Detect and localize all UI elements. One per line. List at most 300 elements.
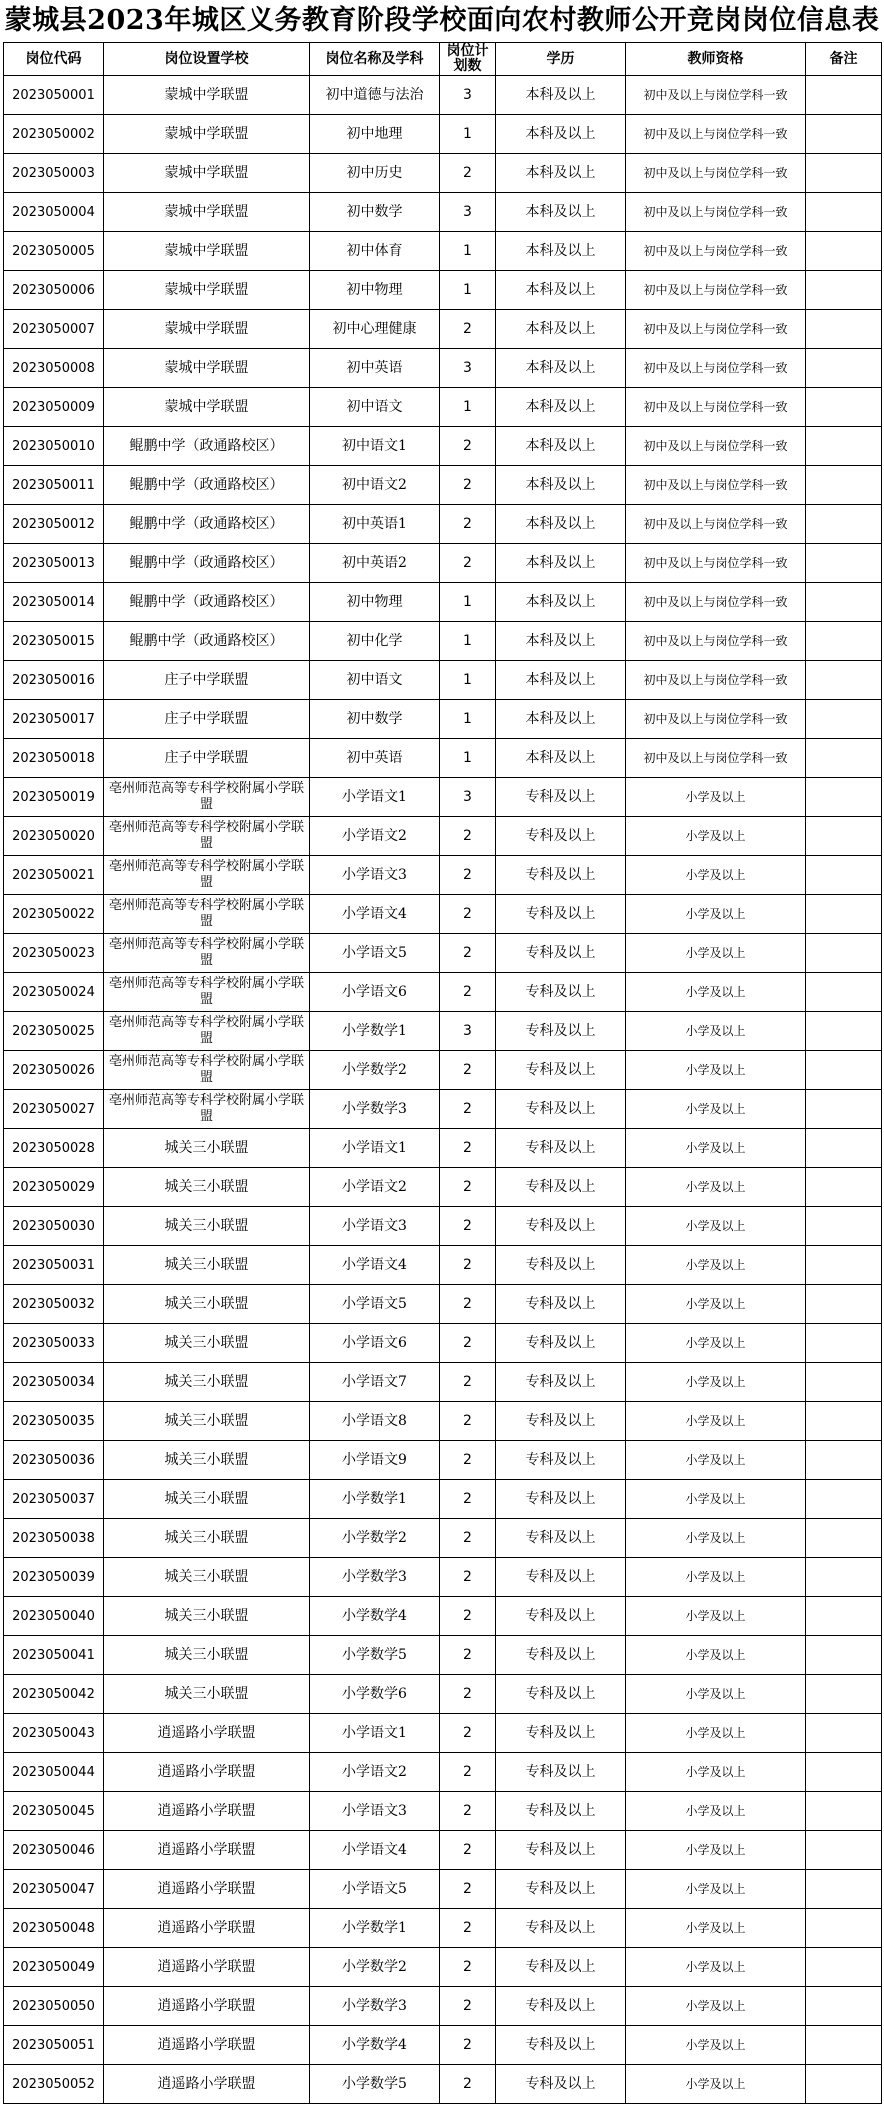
cell-education: 专科及以上 bbox=[496, 1909, 626, 1948]
cell-school: 蒙城中学联盟 bbox=[104, 154, 310, 193]
cell-code: 2023050005 bbox=[4, 232, 104, 271]
table-row bbox=[4, 1363, 882, 1402]
cell-quota: 2 bbox=[440, 1597, 496, 1636]
cell-quota: 1 bbox=[440, 622, 496, 661]
cell-position: 小学数学1 bbox=[310, 1909, 440, 1948]
cell-code: 2023050017 bbox=[4, 700, 104, 739]
cell-position: 小学语文6 bbox=[310, 973, 440, 1012]
cell-qualification: 初中及以上与岗位学科一致 bbox=[626, 115, 806, 154]
cell-quota: 2 bbox=[440, 466, 496, 505]
cell-remarks bbox=[806, 1207, 882, 1246]
cell-code: 2023050019 bbox=[4, 778, 104, 817]
cell-education: 本科及以上 bbox=[496, 115, 626, 154]
cell-school: 逍遥路小学联盟 bbox=[104, 1831, 310, 1870]
cell-school: 亳州师范高等专科学校附属小学联盟 bbox=[104, 856, 310, 895]
cell-remarks bbox=[806, 661, 882, 700]
cell-qualification: 小学及以上 bbox=[626, 1012, 806, 1051]
cell-qualification: 小学及以上 bbox=[626, 1402, 806, 1441]
cell-qualification: 小学及以上 bbox=[626, 1909, 806, 1948]
cell-quota: 3 bbox=[440, 778, 496, 817]
cell-school: 亳州师范高等专科学校附属小学联盟 bbox=[104, 895, 310, 934]
cell-code: 2023050029 bbox=[4, 1168, 104, 1207]
table-row bbox=[4, 700, 882, 739]
cell-school: 庄子中学联盟 bbox=[104, 661, 310, 700]
cell-position: 小学数学5 bbox=[310, 1636, 440, 1675]
cell-remarks bbox=[806, 1441, 882, 1480]
table-row bbox=[4, 895, 882, 934]
cell-code: 2023050022 bbox=[4, 895, 104, 934]
cell-qualification: 小学及以上 bbox=[626, 1480, 806, 1519]
cell-education: 专科及以上 bbox=[496, 895, 626, 934]
cell-education: 专科及以上 bbox=[496, 1246, 626, 1285]
cell-school: 亳州师范高等专科学校附属小学联盟 bbox=[104, 1012, 310, 1051]
table-row bbox=[4, 622, 882, 661]
cell-remarks bbox=[806, 1051, 882, 1090]
cell-education: 专科及以上 bbox=[496, 1987, 626, 2026]
cell-education: 专科及以上 bbox=[496, 1870, 626, 1909]
cell-code: 2023050024 bbox=[4, 973, 104, 1012]
cell-remarks bbox=[806, 622, 882, 661]
table-row bbox=[4, 1753, 882, 1792]
cell-qualification: 小学及以上 bbox=[626, 1870, 806, 1909]
cell-education: 专科及以上 bbox=[496, 934, 626, 973]
table-row bbox=[4, 1402, 882, 1441]
cell-quota: 2 bbox=[440, 1363, 496, 1402]
cell-quota: 2 bbox=[440, 1792, 496, 1831]
table-row bbox=[4, 193, 882, 232]
cell-code: 2023050008 bbox=[4, 349, 104, 388]
table-row bbox=[4, 1948, 882, 1987]
cell-qualification: 小学及以上 bbox=[626, 895, 806, 934]
cell-code: 2023050048 bbox=[4, 1909, 104, 1948]
cell-code: 2023050031 bbox=[4, 1246, 104, 1285]
table-row bbox=[4, 427, 882, 466]
cell-quota: 1 bbox=[440, 583, 496, 622]
cell-quota: 3 bbox=[440, 193, 496, 232]
cell-position: 初中英语1 bbox=[310, 505, 440, 544]
cell-position: 小学语文5 bbox=[310, 1870, 440, 1909]
cell-remarks bbox=[806, 817, 882, 856]
cell-education: 本科及以上 bbox=[496, 622, 626, 661]
cell-position: 初中物理 bbox=[310, 583, 440, 622]
cell-quota: 2 bbox=[440, 1636, 496, 1675]
table-row bbox=[4, 388, 882, 427]
cell-school: 城关三小联盟 bbox=[104, 1441, 310, 1480]
cell-code: 2023050033 bbox=[4, 1324, 104, 1363]
cell-position: 小学数学4 bbox=[310, 1597, 440, 1636]
cell-remarks bbox=[806, 388, 882, 427]
table-body bbox=[4, 76, 882, 2104]
cell-remarks bbox=[806, 115, 882, 154]
cell-education: 本科及以上 bbox=[496, 544, 626, 583]
cell-code: 2023050043 bbox=[4, 1714, 104, 1753]
cell-code: 2023050038 bbox=[4, 1519, 104, 1558]
cell-remarks bbox=[806, 856, 882, 895]
header-education: 学历 bbox=[496, 43, 626, 76]
cell-position: 小学数学3 bbox=[310, 1090, 440, 1129]
cell-qualification: 小学及以上 bbox=[626, 1285, 806, 1324]
cell-code: 2023050003 bbox=[4, 154, 104, 193]
cell-remarks bbox=[806, 1285, 882, 1324]
cell-school: 亳州师范高等专科学校附属小学联盟 bbox=[104, 973, 310, 1012]
cell-remarks bbox=[806, 1714, 882, 1753]
cell-position: 小学数学3 bbox=[310, 1558, 440, 1597]
table-row bbox=[4, 1909, 882, 1948]
cell-position: 小学数学5 bbox=[310, 2065, 440, 2104]
cell-school: 蒙城中学联盟 bbox=[104, 271, 310, 310]
cell-quota: 2 bbox=[440, 1324, 496, 1363]
cell-quota: 2 bbox=[440, 1558, 496, 1597]
table-row bbox=[4, 505, 882, 544]
cell-quota: 1 bbox=[440, 232, 496, 271]
cell-qualification: 初中及以上与岗位学科一致 bbox=[626, 349, 806, 388]
cell-remarks bbox=[806, 505, 882, 544]
cell-code: 2023050028 bbox=[4, 1129, 104, 1168]
cell-code: 2023050052 bbox=[4, 2065, 104, 2104]
cell-position: 初中历史 bbox=[310, 154, 440, 193]
cell-school: 城关三小联盟 bbox=[104, 1207, 310, 1246]
table-row bbox=[4, 778, 882, 817]
table-row bbox=[4, 1168, 882, 1207]
cell-code: 2023050013 bbox=[4, 544, 104, 583]
cell-remarks bbox=[806, 700, 882, 739]
cell-position: 小学语文1 bbox=[310, 778, 440, 817]
cell-qualification: 小学及以上 bbox=[626, 2065, 806, 2104]
table-row bbox=[4, 466, 882, 505]
cell-quota: 2 bbox=[440, 310, 496, 349]
cell-position: 小学数学4 bbox=[310, 2026, 440, 2065]
cell-quota: 2 bbox=[440, 2065, 496, 2104]
cell-position: 小学语文6 bbox=[310, 1324, 440, 1363]
cell-position: 小学语文5 bbox=[310, 934, 440, 973]
cell-position: 初中物理 bbox=[310, 271, 440, 310]
cell-code: 2023050027 bbox=[4, 1090, 104, 1129]
cell-position: 小学数学1 bbox=[310, 1012, 440, 1051]
cell-remarks bbox=[806, 1831, 882, 1870]
cell-quota: 2 bbox=[440, 1285, 496, 1324]
cell-education: 本科及以上 bbox=[496, 154, 626, 193]
table-row bbox=[4, 817, 882, 856]
cell-qualification: 小学及以上 bbox=[626, 2026, 806, 2065]
cell-qualification: 小学及以上 bbox=[626, 1441, 806, 1480]
positions-table bbox=[3, 42, 882, 2104]
cell-remarks bbox=[806, 1129, 882, 1168]
cell-quota: 2 bbox=[440, 856, 496, 895]
table-row bbox=[4, 1090, 882, 1129]
cell-position: 小学语文9 bbox=[310, 1441, 440, 1480]
cell-remarks bbox=[806, 2065, 882, 2104]
cell-quota: 2 bbox=[440, 505, 496, 544]
cell-position: 小学语文3 bbox=[310, 1792, 440, 1831]
page-title: 蒙城县2023年城区义务教育阶段学校面向农村教师公开竞岗岗位信息表 bbox=[4, 5, 880, 36]
cell-remarks bbox=[806, 232, 882, 271]
cell-school: 亳州师范高等专科学校附属小学联盟 bbox=[104, 778, 310, 817]
cell-position: 初中地理 bbox=[310, 115, 440, 154]
cell-code: 2023050039 bbox=[4, 1558, 104, 1597]
cell-code: 2023050012 bbox=[4, 505, 104, 544]
table-row bbox=[4, 1987, 882, 2026]
cell-qualification: 小学及以上 bbox=[626, 1675, 806, 1714]
cell-qualification: 初中及以上与岗位学科一致 bbox=[626, 466, 806, 505]
table-row bbox=[4, 1285, 882, 1324]
cell-education: 本科及以上 bbox=[496, 505, 626, 544]
cell-qualification: 初中及以上与岗位学科一致 bbox=[626, 76, 806, 115]
cell-position: 初中英语 bbox=[310, 739, 440, 778]
cell-school: 城关三小联盟 bbox=[104, 1168, 310, 1207]
cell-position: 小学语文5 bbox=[310, 1285, 440, 1324]
cell-position: 初中体育 bbox=[310, 232, 440, 271]
cell-school: 鲲鹏中学（政通路校区） bbox=[104, 505, 310, 544]
cell-qualification: 小学及以上 bbox=[626, 1597, 806, 1636]
cell-code: 2023050023 bbox=[4, 934, 104, 973]
cell-school: 城关三小联盟 bbox=[104, 1363, 310, 1402]
cell-quota: 1 bbox=[440, 388, 496, 427]
cell-position: 小学数学1 bbox=[310, 1480, 440, 1519]
table-row bbox=[4, 349, 882, 388]
cell-quota: 3 bbox=[440, 76, 496, 115]
cell-remarks bbox=[806, 1909, 882, 1948]
cell-quota: 2 bbox=[440, 1519, 496, 1558]
table-row bbox=[4, 154, 882, 193]
cell-qualification: 小学及以上 bbox=[626, 1792, 806, 1831]
cell-school: 城关三小联盟 bbox=[104, 1636, 310, 1675]
header-position: 岗位名称及学科 bbox=[310, 43, 440, 76]
cell-remarks bbox=[806, 778, 882, 817]
cell-position: 初中数学 bbox=[310, 193, 440, 232]
cell-quota: 1 bbox=[440, 739, 496, 778]
cell-quota: 1 bbox=[440, 271, 496, 310]
cell-position: 小学数学2 bbox=[310, 1519, 440, 1558]
cell-school: 城关三小联盟 bbox=[104, 1597, 310, 1636]
cell-school: 鲲鹏中学（政通路校区） bbox=[104, 622, 310, 661]
cell-school: 逍遥路小学联盟 bbox=[104, 1753, 310, 1792]
cell-education: 本科及以上 bbox=[496, 739, 626, 778]
cell-education: 专科及以上 bbox=[496, 1753, 626, 1792]
table-row bbox=[4, 1441, 882, 1480]
cell-position: 初中英语 bbox=[310, 349, 440, 388]
cell-quota: 2 bbox=[440, 1480, 496, 1519]
cell-position: 小学语文2 bbox=[310, 1753, 440, 1792]
cell-school: 亳州师范高等专科学校附属小学联盟 bbox=[104, 1090, 310, 1129]
cell-school: 逍遥路小学联盟 bbox=[104, 1714, 310, 1753]
cell-remarks bbox=[806, 1870, 882, 1909]
cell-quota: 2 bbox=[440, 973, 496, 1012]
cell-school: 城关三小联盟 bbox=[104, 1558, 310, 1597]
table-row bbox=[4, 271, 882, 310]
table-row bbox=[4, 1324, 882, 1363]
cell-position: 小学语文4 bbox=[310, 895, 440, 934]
table-row bbox=[4, 1636, 882, 1675]
cell-quota: 2 bbox=[440, 1948, 496, 1987]
table-row bbox=[4, 2065, 882, 2104]
cell-qualification: 小学及以上 bbox=[626, 817, 806, 856]
cell-position: 初中道德与法治 bbox=[310, 76, 440, 115]
cell-code: 2023050010 bbox=[4, 427, 104, 466]
cell-quota: 2 bbox=[440, 427, 496, 466]
cell-education: 专科及以上 bbox=[496, 1558, 626, 1597]
cell-code: 2023050041 bbox=[4, 1636, 104, 1675]
cell-position: 小学语文1 bbox=[310, 1129, 440, 1168]
cell-qualification: 小学及以上 bbox=[626, 934, 806, 973]
cell-quota: 1 bbox=[440, 115, 496, 154]
cell-quota: 2 bbox=[440, 1129, 496, 1168]
cell-quota: 2 bbox=[440, 1402, 496, 1441]
cell-education: 本科及以上 bbox=[496, 193, 626, 232]
cell-quota: 2 bbox=[440, 895, 496, 934]
cell-quota: 2 bbox=[440, 1051, 496, 1090]
cell-remarks bbox=[806, 934, 882, 973]
cell-remarks bbox=[806, 1792, 882, 1831]
cell-remarks bbox=[806, 544, 882, 583]
cell-school: 亳州师范高等专科学校附属小学联盟 bbox=[104, 934, 310, 973]
cell-code: 2023050011 bbox=[4, 466, 104, 505]
cell-education: 专科及以上 bbox=[496, 1207, 626, 1246]
cell-education: 专科及以上 bbox=[496, 2026, 626, 2065]
cell-education: 专科及以上 bbox=[496, 1597, 626, 1636]
cell-education: 专科及以上 bbox=[496, 1480, 626, 1519]
cell-quota: 2 bbox=[440, 1441, 496, 1480]
cell-remarks bbox=[806, 2026, 882, 2065]
cell-position: 小学语文8 bbox=[310, 1402, 440, 1441]
cell-code: 2023050046 bbox=[4, 1831, 104, 1870]
table-row bbox=[4, 310, 882, 349]
cell-quota: 2 bbox=[440, 1753, 496, 1792]
cell-remarks bbox=[806, 427, 882, 466]
cell-position: 小学数学6 bbox=[310, 1675, 440, 1714]
cell-code: 2023050037 bbox=[4, 1480, 104, 1519]
cell-code: 2023050030 bbox=[4, 1207, 104, 1246]
cell-position: 初中化学 bbox=[310, 622, 440, 661]
cell-quota: 2 bbox=[440, 1090, 496, 1129]
cell-school: 逍遥路小学联盟 bbox=[104, 1948, 310, 1987]
table-row bbox=[4, 1870, 882, 1909]
cell-remarks bbox=[806, 1753, 882, 1792]
cell-school: 逍遥路小学联盟 bbox=[104, 1909, 310, 1948]
cell-code: 2023050036 bbox=[4, 1441, 104, 1480]
cell-qualification: 初中及以上与岗位学科一致 bbox=[626, 505, 806, 544]
cell-qualification: 小学及以上 bbox=[626, 1324, 806, 1363]
cell-code: 2023050009 bbox=[4, 388, 104, 427]
cell-education: 专科及以上 bbox=[496, 1285, 626, 1324]
cell-education: 专科及以上 bbox=[496, 1675, 626, 1714]
cell-education: 专科及以上 bbox=[496, 973, 626, 1012]
cell-code: 2023050026 bbox=[4, 1051, 104, 1090]
table-row bbox=[4, 856, 882, 895]
cell-quota: 1 bbox=[440, 700, 496, 739]
cell-school: 城关三小联盟 bbox=[104, 1519, 310, 1558]
cell-qualification: 小学及以上 bbox=[626, 1987, 806, 2026]
cell-qualification: 小学及以上 bbox=[626, 1090, 806, 1129]
table-row bbox=[4, 2026, 882, 2065]
cell-school: 鲲鹏中学（政通路校区） bbox=[104, 427, 310, 466]
cell-qualification: 小学及以上 bbox=[626, 1753, 806, 1792]
table-row bbox=[4, 1675, 882, 1714]
cell-code: 2023050047 bbox=[4, 1870, 104, 1909]
cell-education: 专科及以上 bbox=[496, 1363, 626, 1402]
cell-education: 本科及以上 bbox=[496, 76, 626, 115]
cell-remarks bbox=[806, 1090, 882, 1129]
cell-quota: 2 bbox=[440, 1909, 496, 1948]
cell-education: 本科及以上 bbox=[496, 388, 626, 427]
table-row bbox=[4, 661, 882, 700]
cell-qualification: 小学及以上 bbox=[626, 1636, 806, 1675]
cell-education: 本科及以上 bbox=[496, 310, 626, 349]
cell-education: 专科及以上 bbox=[496, 1051, 626, 1090]
table-row bbox=[4, 1129, 882, 1168]
cell-education: 专科及以上 bbox=[496, 1168, 626, 1207]
cell-remarks bbox=[806, 76, 882, 115]
cell-school: 亳州师范高等专科学校附属小学联盟 bbox=[104, 1051, 310, 1090]
cell-quota: 2 bbox=[440, 1987, 496, 2026]
cell-quota: 2 bbox=[440, 1870, 496, 1909]
cell-education: 专科及以上 bbox=[496, 817, 626, 856]
cell-quota: 1 bbox=[440, 661, 496, 700]
cell-school: 蒙城中学联盟 bbox=[104, 388, 310, 427]
cell-remarks bbox=[806, 154, 882, 193]
cell-remarks bbox=[806, 1324, 882, 1363]
cell-quota: 2 bbox=[440, 1246, 496, 1285]
cell-qualification: 小学及以上 bbox=[626, 1246, 806, 1285]
cell-code: 2023050032 bbox=[4, 1285, 104, 1324]
table-row bbox=[4, 1714, 882, 1753]
cell-education: 专科及以上 bbox=[496, 1129, 626, 1168]
cell-remarks bbox=[806, 1948, 882, 1987]
cell-school: 城关三小联盟 bbox=[104, 1480, 310, 1519]
table-row bbox=[4, 739, 882, 778]
cell-code: 2023050040 bbox=[4, 1597, 104, 1636]
cell-remarks bbox=[806, 895, 882, 934]
cell-position: 初中语文 bbox=[310, 388, 440, 427]
header-qualification: 教师资格 bbox=[626, 43, 806, 76]
table-row bbox=[4, 1519, 882, 1558]
cell-code: 2023050018 bbox=[4, 739, 104, 778]
cell-school: 逍遥路小学联盟 bbox=[104, 1987, 310, 2026]
cell-school: 鲲鹏中学（政通路校区） bbox=[104, 583, 310, 622]
cell-code: 2023050007 bbox=[4, 310, 104, 349]
table-row bbox=[4, 1051, 882, 1090]
table-row bbox=[4, 583, 882, 622]
cell-school: 蒙城中学联盟 bbox=[104, 232, 310, 271]
cell-education: 专科及以上 bbox=[496, 2065, 626, 2104]
cell-education: 本科及以上 bbox=[496, 700, 626, 739]
cell-quota: 2 bbox=[440, 1207, 496, 1246]
cell-code: 2023050015 bbox=[4, 622, 104, 661]
cell-quota: 2 bbox=[440, 934, 496, 973]
cell-quota: 2 bbox=[440, 2026, 496, 2065]
table-row bbox=[4, 1597, 882, 1636]
cell-code: 2023050034 bbox=[4, 1363, 104, 1402]
cell-education: 专科及以上 bbox=[496, 1714, 626, 1753]
cell-qualification: 初中及以上与岗位学科一致 bbox=[626, 271, 806, 310]
cell-education: 本科及以上 bbox=[496, 427, 626, 466]
cell-position: 小学语文4 bbox=[310, 1831, 440, 1870]
cell-qualification: 初中及以上与岗位学科一致 bbox=[626, 154, 806, 193]
cell-school: 蒙城中学联盟 bbox=[104, 349, 310, 388]
cell-position: 初中语文 bbox=[310, 661, 440, 700]
cell-qualification: 初中及以上与岗位学科一致 bbox=[626, 583, 806, 622]
cell-school: 蒙城中学联盟 bbox=[104, 115, 310, 154]
table-row bbox=[4, 544, 882, 583]
cell-school: 逍遥路小学联盟 bbox=[104, 2026, 310, 2065]
cell-qualification: 初中及以上与岗位学科一致 bbox=[626, 739, 806, 778]
cell-remarks bbox=[806, 1480, 882, 1519]
cell-qualification: 初中及以上与岗位学科一致 bbox=[626, 661, 806, 700]
cell-qualification: 小学及以上 bbox=[626, 1207, 806, 1246]
cell-quota: 2 bbox=[440, 154, 496, 193]
cell-remarks bbox=[806, 1558, 882, 1597]
cell-school: 庄子中学联盟 bbox=[104, 739, 310, 778]
cell-education: 本科及以上 bbox=[496, 661, 626, 700]
